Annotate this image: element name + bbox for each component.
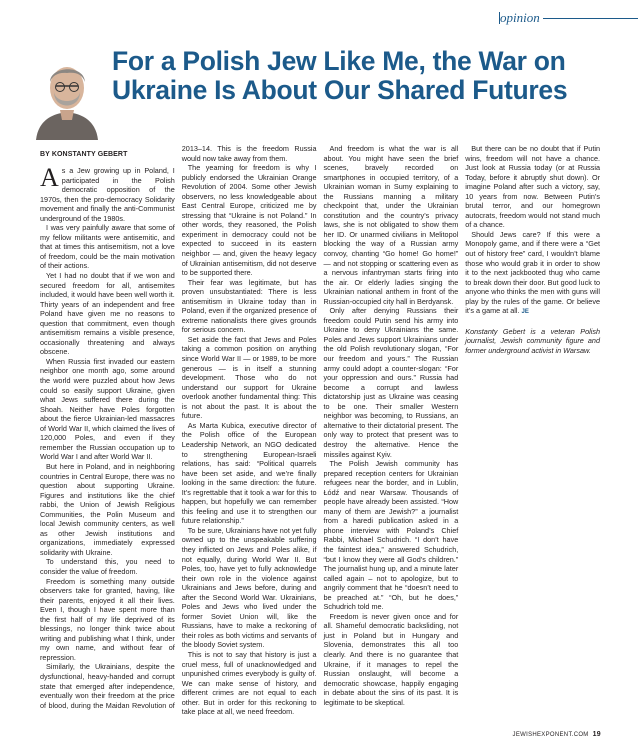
paragraph: As Marta Kubica, executive director of the Polish office of the European Leadership Network, an NGO dedicated to strengthening European-Israeli relations, has said: “Political quarrels have been set aside, and we’re finally looking in the same direction: the future. It’s regrettable that it took a war for this to happen, but hopefully we can remember this feeling and use it to strengthen our future relationship.” <box>181 420 317 526</box>
author-headshot <box>30 52 104 140</box>
paragraph: Freedom is never given once and for all. Shameful democratic backsliding, not just in Poland but in Hungary and Slovenia, demonstrates this all too clearly. And there is no guarantee that Ukraine, if it manages to repel the Russian onslaught, will become a democratic showcase, happily engaging in debate about the sins of its past. It is legitimate to be skeptical. <box>323 611 459 707</box>
page-footer <box>513 731 601 738</box>
paragraph: And freedom is what the war is all about. You might have seen the brief scenes, bravely recorded on smartphones in occupied territory, of a Ukrainian woman in Sumy explaining to the Russians manning a military checkpoint that, under the Ukrainian constitution and the country’s privacy laws, she is not obligated to show them her ID. Or unarmed civilians in Melitopol blocking the way of a Russian army convoy, chanting “Go home! Go home!” — and not stopping or scattering even as a nervous infantryman starts firing into the air. Or elderly ladies singing the Ukrainian national anthem in front of the Russian-occupied city hall in Berdyansk. <box>323 144 459 306</box>
paragraph: To understand this, you need to consider the value of freedom. <box>40 557 175 576</box>
paragraph: Similarly, the Ukrainians, despite the dysfunctional, heavy-handed and corrupt state that emerged after independence, eventually won their freedom at the price of blood, during the Maidan Revolution of 2013–14. This is the freedom Russia would now take away from them. <box>40 144 317 710</box>
paragraph: This is not to say that history is just a cruel mess, full of unacknowledged and unpunished crimes everybody is guilty of. We can make sense of history, and different crimes are not equal to each other. But in order for this reckoning to take place at all, we need freedom. <box>181 649 317 717</box>
paragraph: Only after denying Russians their freedom could Putin send his army into Ukraine to deny Ukrainians the same. Poles and Jews support Ukrainians under the old Polish revolutionary slogan, “For our freedom and yours.” The Russian army could adopt a counter-slogan: “For your oppression and ours.” Russia had become a corrupt and lawless dictatorship just as Ukraine was ceasing to be one. Their smaller Western neighbor was becoming, to Russians, an alternative to their dictatorial present. The only way to protect that present was to destroy the alternative. Hence the missiles against Kyiv. <box>323 306 459 459</box>
byline: BY KONSTANTY GEBERT <box>40 151 128 158</box>
footer-site: JEWISHEXPONENT.COM <box>512 732 589 738</box>
paragraph: The Polish Jewish community has prepared reception centers for Ukrainian refugees near the border, and in Lublin, Łódź and near Warsaw. Thousands of people have already been assisted. “How many of them are Jewish?” a journalist from a haredi publication asked in a phone interview with Poland’s Chief Rabbi, Michael Schudrich. “I don’t have the faintest idea,” answered Schudrich, “but I know they were all God’s children.” The journalist hung up, and a minute later called again – not to apologize, but to angrily comment that he “doesn’t need to be preached at.” “Oh, but he does,” Schudrich told me. <box>323 459 459 612</box>
headline: For a Polish Jew Like Me, the War on Ukraine Is About Our Shared Futures <box>112 46 568 105</box>
paragraph: When Russia first invaded our eastern neighbor one month ago, some around the world were puzzled about how Jews could so easily support Ukraine, given what Jews suffered there during the Shoah. Neither have Poles forgotten about the fierce Ukrainian-led massacres of World War II, which claimed the lives of 120,000 Poles, and even if they remember the Russian occupation up to World War I and after World War II. <box>40 356 175 462</box>
paragraph: But here in Poland, and in neighboring countries in Central Europe, there was no question about supporting Ukraine. Figures and institutions like the chief rabbi, the Union of Jewish Religious Communities, the Polin Museum and local Jewish community centers, as well as other Jewish institutions and organizations, immediately expressed solidarity with Ukraine. <box>40 461 175 557</box>
paragraph: Set aside the fact that Jews and Poles taking a common position on anything since World War II — or 1989, to be more generous — is in itself a stunning development. Those who do not understand our support for Ukraine overlook another fundamental thing: This is not about the past. It is about the future. <box>181 334 317 421</box>
page-number: 19 <box>592 731 601 738</box>
section-label: opinion <box>490 10 543 26</box>
paragraph: Their fear was legitimate, but has proven unsubstantiated: There is less antisemitism in Ukraine today than in Poland, even if the organized presence of extreme nationalists there gives grounds for serious concern. <box>181 277 317 335</box>
author-bio: Konstanty Gebert is a veteran Polish journalist, Jewish community figure and former underground activist in Warsaw. <box>465 326 600 355</box>
paragraph: To be sure, Ukrainians have not yet fully owned up to the unspeakable suffering they inflicted on Jews and Poles alike, if not equally, during World War II. But Poles, too, have yet to fully acknowledge their own role in the violence against Ukrainians and Jews before, during and after the Second World War. Ukrainians, Poles and Jews who lived under the former Soviet Union will, like the Russians, have to make a reckoning of their roles as both victims and servants of the bloody Soviet system. <box>181 525 317 650</box>
paragraph: I was very painfully aware that some of my fellow militants were antisemitic, and that at times this antisemitism, not a love of freedom, could be the main motivation of their actions. <box>40 223 175 271</box>
paragraph: The yearning for freedom is why I publicly endorsed the Ukrainian Orange Revolution of 2004. Some other Jewish observers, no less knowledgeable about East Central Europe, criticized me by stressing that “Ukraine is not Poland.” In other words, they reasoned, the Polish experiment in democracy could not be expected to succeed in its eastern neighbor — and, given the heavy legacy of Ukrainian antisemitism, did not deserve to be supported there. <box>181 163 317 278</box>
drop-cap: A <box>40 163 59 192</box>
paragraph: Yet I had no doubt that if we won and secured freedom for all, antisemites included, it would have been well worth it. Thirty years of an independent and free Poland have given me no reasons to question that commitment, even though antisemitism remains a visible presence, occasionally threatening and always obscene. <box>40 271 175 357</box>
paragraph: As a Jew growing up in Poland, I participated in the Polish democratic opposition of the 1970s, then the pro-democracy Solidarity movement and finally the anti-Communist underground of the 1980s. <box>40 163 175 223</box>
paragraph: Should Jews care? If this were a Monopoly game, and if there were a “Get out of history free” card, I wouldn’t blame those who would grab it in order to show it to the next jackbooted thug who came to break down their door. But good luck to anyone who thinks the men with guns will play by the rules of the game. Or believe it’s a game at all. JE <box>465 229 600 316</box>
article-body <box>40 144 600 719</box>
paragraph: Freedom is something many outside observers take for granted, having, like their parents, enjoyed it all their lives. Even I, though I have spent more than the first half of my life deprived of its blessings, no longer think twice about writing and publishing what I think, under my own name, and without fear of repression. <box>40 576 175 662</box>
paragraph: But there can be no doubt that if Putin wins, freedom will not have a chance. Just look at Russia today (or at Russia Today, before it abruptly shut down). Or imagine Poland after such a victory, say, 10 years from now. Between Putin’s brutal terror, and our homegrown autocrats, freedom would not stand much of a chance. <box>465 144 600 230</box>
end-mark: JE <box>521 309 529 316</box>
